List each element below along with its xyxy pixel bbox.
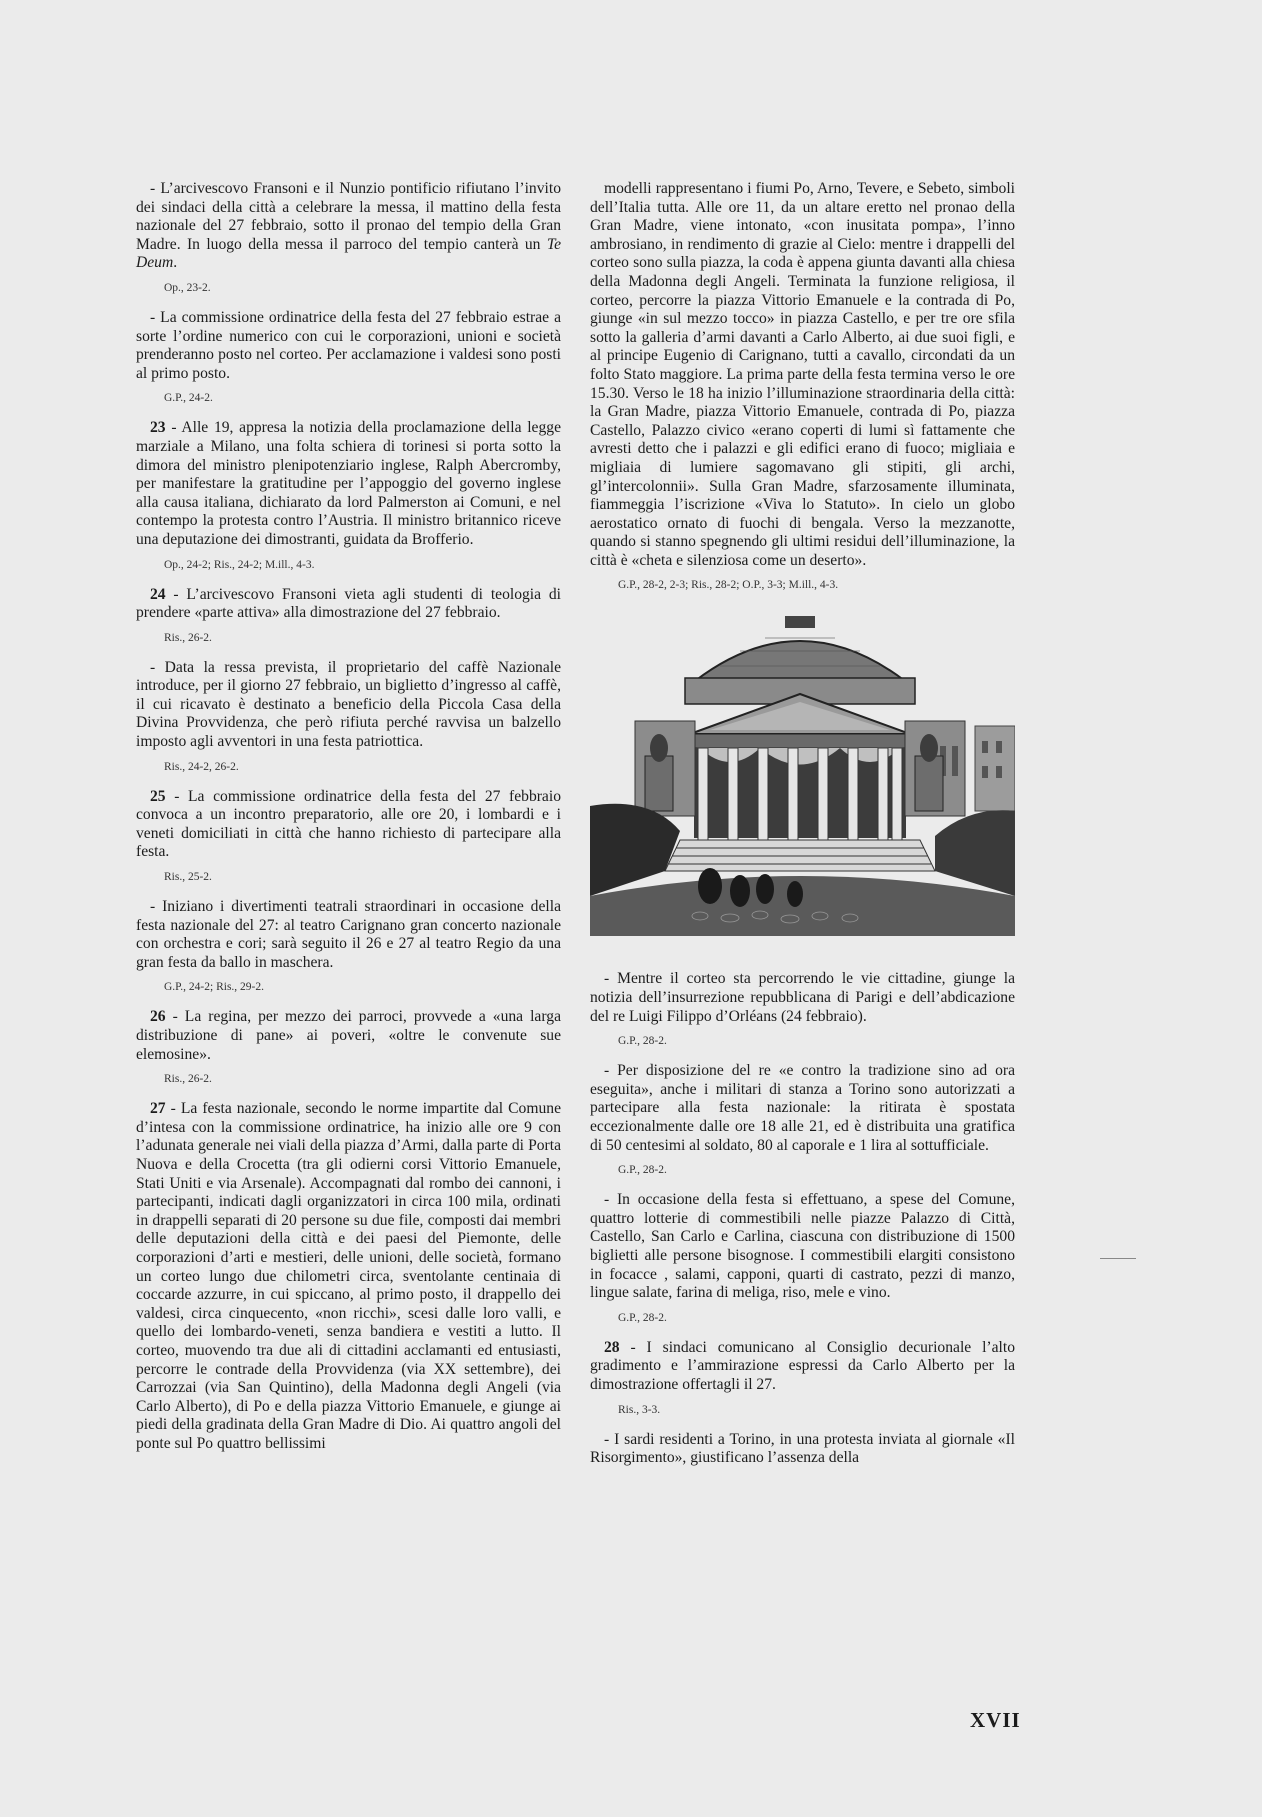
- source-reference: Ris., 26-2.: [164, 631, 212, 644]
- source-reference: G.P., 28-2.: [618, 1311, 667, 1324]
- entry-text: - La festa nazionale, secondo le norme impartite dal Comune d’intesa con la commissione ordinatrice, ha inizio alle ore 9 con l’adunata generale nei viali della piazza d’Armi, dalla parte di Porta Nuova e della Crocetta (tra gli odierni corsi Vittorio Emanuele, Stati Uniti e via Arsenale). Accompagnati dal rombo dei cannoni, i partecipanti, indicati dagli organizzatori in circa 100 mila, ordinati in drappelli separati di 20 persone su due file, composti dai membri delle deputazioni della città e dei paesi del Piemonte, delle corporazioni d’arti e mestieri, delle unioni, delle società, formano un corteo lungo due chilometri circa, sventolante centinaia di coccarde azzurre, in cui spiccano, al primo posto, il drappello dei valdesi, circa cinquecento, «non ricchi», scesi dalle loro valli, e quello dei lombardo-veneti, senza bandiera e vestiti a lutto. Il corteo, muovendo tra due ali di cittadini acclamanti ed entusiasti, percorre le contrade della Provvidenza (via XX settembre), dei Carrozzai (via San Quintino), della Madonna degli Angeli (via Carlo Alberto), di Po e della piazza Vittorio Emanuele, e giunge ai piedi della gradinata della Gran Madre di Dio. Ai quattro angoli del ponte sul Po quattro bellissimi: [136, 1100, 561, 1452]
- entablature: [690, 734, 910, 748]
- entry-text: - Iniziano i divertimenti teatrali straordinari in occasione della festa nazionale del 27: al teatro Carignano gran concerto nazionale con orchestra e cori; sarà seguito il 26 e 27 al teatro Regio da una gran festa da ballo in maschera.: [136, 898, 561, 971]
- entry-text: - La regina, per mezzo dei parroci, provvede a «una larga distribuzione di pane» ai poveri, «oltre le convenute sue elemosine».: [136, 1008, 561, 1063]
- entry-paragraph: [136, 419, 561, 549]
- entry-text: - I sindaci comunicano al Consiglio decurionale l’alto gradimento e l’ammirazione espressi da Carlo Alberto per la dimostrazione offertagli il 27.: [590, 1338, 1015, 1393]
- entry-text: - L’arcivescovo Fransoni vieta agli studenti di teologia di prendere «parte attiva» alla dimostrazione del 27 febbraio.: [136, 585, 561, 622]
- source-reference: Ris., 25-2.: [164, 871, 212, 884]
- entry-paragraph: [590, 1431, 1015, 1468]
- entry-text: - Data la ressa prevista, il proprietario del caffè Nazionale introduce, per il giorno 27 febbraio, un biglietto d’ingresso al caffè, il cui ricavato è destinato a beneficio della Piccola Casa della Divina Provvidenza, che però rifiuta perché ravvisa un balzello imposto agli avventori in una festa patriottica.: [136, 658, 561, 751]
- margin-mark: [1100, 1258, 1136, 1259]
- right-column-top: [590, 180, 1015, 592]
- entry-paragraph: [590, 1339, 1015, 1395]
- background-building: [975, 726, 1015, 811]
- entry-paragraph: [136, 586, 561, 623]
- entry-paragraph: [136, 1100, 561, 1453]
- entry-paragraph: [590, 180, 1015, 570]
- gran-madre-illustration: [590, 606, 1015, 936]
- day-number: 24: [150, 585, 166, 603]
- entry-text-tail: .: [173, 254, 178, 272]
- entry-paragraph: [136, 309, 561, 383]
- day-number: 25: [150, 787, 166, 805]
- stairway: [665, 840, 935, 871]
- entry-text: - I sardi residenti a Torino, in una protesta inviata al giornale «Il Risorgimento», giustificano l’assenza della: [590, 1430, 1015, 1467]
- entry-text: - L’arcivescovo Fransoni e il Nunzio pontificio rifiutano l’invito dei sindaci della città a celebrare la messa, il mattino della festa nazionale del 27 febbraio, sotto il pronao del tempio della Gran Madre. In luogo della messa il parroco del tempio canterà un: [136, 180, 561, 253]
- source-reference: G.P., 28-2, 2-3; Ris., 28-2; O.P., 3-3; M.ill., 4-3.: [618, 579, 839, 592]
- entry-paragraph: [136, 659, 561, 752]
- day-number: 26: [150, 1008, 166, 1026]
- source-reference: Op., 24-2; Ris., 24-2; M.ill., 4-3.: [164, 558, 315, 571]
- entry-paragraph: [590, 970, 1015, 1026]
- entry-text: - Per disposizione del re «e contro la tradizione sino ad ora eseguita», anche i militari di stanza a Torino sono autorizzati a partecipare alla festa nazionale: la ritirata è spostata eccezionalmente dalle ore 18 alle 21, ed è distribuita una gratifica di 50 centesimi al soldato, 80 al caporale e 1 lira al sottufficiale.: [590, 1062, 1015, 1154]
- entry-paragraph: [136, 1008, 561, 1064]
- source-reference: Ris., 24-2, 26-2.: [164, 760, 239, 773]
- source-reference: G.P., 24-2.: [164, 392, 213, 405]
- entry-text: - Alle 19, appresa la notizia della proclamazione della legge marziale a Milano, una folta schiera di torinesi si porta sotto la dimora del ministro plenipotenziario inglese, Ralph Abercromby, per manifestare la gratitudine per l’appoggio del governo inglese alla causa italiana, dichiarato da lord Palmerston ai Comuni, e nel contempo la protesta contro l’Austria. Il ministro britannico riceve una deputazione dei dimostranti, guidata da Brofferio.: [136, 419, 561, 548]
- entry-text: - In occasione della festa si effettuano, a spese del Comune, quattro lotterie di commestibili nelle piazze Palazzo di Città, Castello, San Carlo e Carlina, ciascuna con distribuzione di 1500 biglietti alle persone bisognose. I commestibili elargiti consistono in focacce , salami, capponi, quarti di castrato, pezzi di manzo, lingue salate, farina di meliga, riso, mele e vino.: [590, 1191, 1015, 1302]
- entry-text: - La commissione ordinatrice della festa del 27 febbraio convoca a un incontro preparatorio, alle ore 20, i lombardi e i veneti domiciliati in città che hanno richiesto di partecipare alla festa.: [136, 787, 561, 861]
- entry-text: - La commissione ordinatrice della festa del 27 febbraio estrae a sorte l’ordine numerico con cui le corporazioni, unioni e società prenderanno posto nel corteo. Per acclamazione i valdesi sono posti al primo posto.: [136, 308, 561, 382]
- right-statue-pedestal: [915, 756, 943, 811]
- page-folio: XVII: [970, 1708, 1021, 1732]
- entry-paragraph: [590, 1062, 1015, 1155]
- right-column: [590, 180, 1015, 1468]
- source-reference: Ris., 3-3.: [618, 1403, 661, 1416]
- day-number: 23: [150, 419, 166, 437]
- entry-paragraph: [136, 180, 561, 273]
- left-statue-pedestal: [645, 756, 673, 811]
- entry-paragraph: [136, 788, 561, 862]
- day-number: 27: [150, 1100, 166, 1118]
- left-column: [136, 180, 561, 1453]
- source-reference: Ris., 26-2.: [164, 1073, 212, 1086]
- entry-paragraph: [136, 898, 561, 972]
- source-reference: G.P., 24-2; Ris., 29-2.: [164, 981, 264, 994]
- entry-paragraph: [590, 1191, 1015, 1303]
- entry-text: modelli rappresentano i fiumi Po, Arno, Tevere, e Sebeto, simboli dell’Italia tutta. Alle ore 11, da un altare eretto nel pronao della Gran Madre, viene intonato, «con inusitata pompa», l’inno ambrosiano, in rendimento di grazie al Cielo: mentre i drappelli del corteo sono sulla piazza, la coda è appena giunta davanti alla chiesa della Madonna degli Angeli. Terminata la funzione religiosa, il corteo, percorre la piazza Vittorio Emanuele e la contrada di Po, giunge «in sul mezzo tocco» in piazza Castello, e per tre ore sfila sotto la galleria d’armi davanti a Carlo Alberto, ai due suoi figli, e al principe Eugenio di Carignano, tutti a cavallo, circondati da un folto Stato maggiore. La prima parte della festa termina verso le ore 15.30. Verso le 18 ha inizio l’illuminazione straordinaria della città: la Gran Madre, piazza Vittorio Emanuele, contrada di Po, piazza Castello, Palazzo civico «erano coperti di lumi sì fattamente che avresti detto che i palazzi e gli edifici erano di fuoco; migliaia e migliaia di lumiere sagomavano gli stipiti, gli archi, gl’intercolonnii». Sulla Gran Madre, sfarzosamente illuminata, fiammeggia l’iscrizione «Viva lo Statuto». In cielo un globo aerostatico ornato di fuochi di bengala. Verso la mezzanotte, quando si stanno spegnendo gli ultimi residui dell’illuminazione, la città è «cheta e silenziosa come un deserto».: [590, 180, 1015, 569]
- source-reference: G.P., 28-2.: [618, 1164, 667, 1177]
- entry-emphasis: Te Deum: [136, 235, 561, 272]
- day-number: 28: [604, 1338, 620, 1356]
- source-reference: G.P., 28-2.: [618, 1035, 667, 1048]
- engraving-svg: [590, 606, 1015, 936]
- entry-text: - Mentre il corteo sta percorrendo le vie cittadine, giunge la notizia dell’insurrezione repubblicana di Parigi e dell’abdicazione del re Luigi Filippo d’Orléans (24 febbraio).: [590, 970, 1015, 1025]
- lantern: [785, 616, 815, 628]
- source-reference: Op., 23-2.: [164, 281, 211, 294]
- right-column-bottom: [590, 970, 1015, 1467]
